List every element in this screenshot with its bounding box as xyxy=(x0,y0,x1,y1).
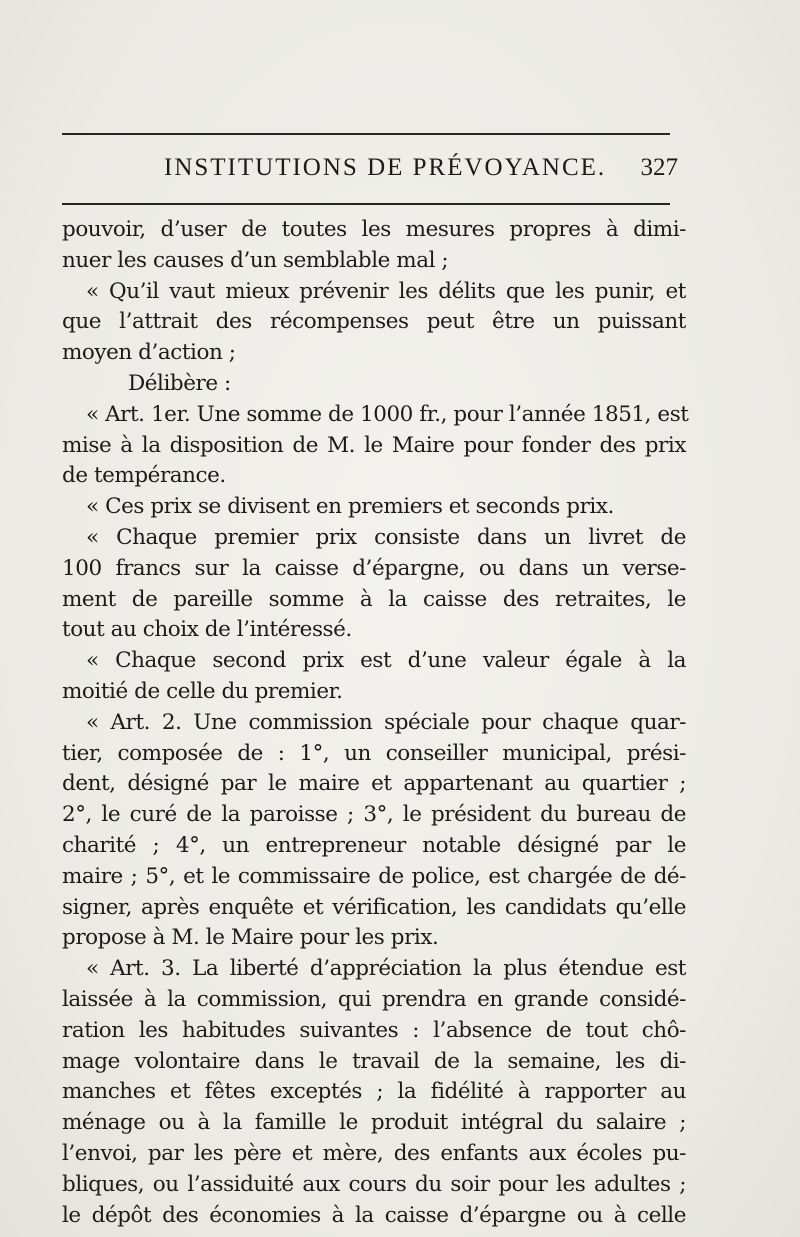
text-line: maire ; 5°, et le commissaire de police, est chargée de dé- xyxy=(62,863,686,889)
text-line: charité ; 4°, un entrepreneur notable désigné par le xyxy=(62,832,686,858)
text-line: « Art. 3. La liberté d’appréciation la plus étendue est xyxy=(86,956,686,982)
text-line: dent, désigné par le maire et appartenant au quartier ; xyxy=(62,771,686,797)
page-number: 327 xyxy=(640,154,678,181)
running-title: INSTITUTIONS DE PRÉVOYANCE. xyxy=(164,154,607,181)
text-line: moitié de celle du premier. xyxy=(62,678,343,704)
text-line: « Art. 2. Une commission spéciale pour chaque quar- xyxy=(86,709,686,735)
text-line: pouvoir, d’user de toutes les mesures propres à dimi- xyxy=(62,217,686,242)
text-line: tout au choix de l’intéressé. xyxy=(62,617,352,643)
text-line: laissée à la commission, qui prendra en grande considé- xyxy=(62,986,686,1012)
text-line: tier, composée de : 1°, un conseiller municipal, prési- xyxy=(62,740,686,766)
text-line: l’envoi, par les père et mère, des enfants aux écoles pu- xyxy=(62,1140,686,1166)
text-line: 100 francs sur la caisse d’épargne, ou dans un verse- xyxy=(62,555,686,581)
text-line: que l’attrait des récompenses peut être un puissant xyxy=(62,309,686,335)
text-line: mise à la disposition de M. le Maire pour fonder des prix xyxy=(62,432,686,458)
text-line: 2°, le curé de la paroisse ; 3°, le président du bureau de xyxy=(62,802,686,828)
text-line: signer, après enquête et vérification, les candidats qu’elle xyxy=(62,894,686,920)
text-line: « Art. 1er. Une somme de 1000 fr., pour l’année 1851, est xyxy=(86,401,689,427)
header-rule-top xyxy=(62,133,670,135)
text-line: Délibère : xyxy=(128,370,231,396)
body-text xyxy=(62,215,689,1231)
text-line: « Ces prix se divisent en premiers et seconds prix. xyxy=(86,494,614,520)
text-line: mage volontaire dans le travail de la semaine, les di- xyxy=(62,1048,686,1074)
text-line: ment de pareille somme à la caisse des retraites, le xyxy=(62,586,686,612)
text-line: propose à M. le Maire pour les prix. xyxy=(62,925,439,951)
text-line: « Chaque premier prix consiste dans un livret de xyxy=(86,524,686,550)
text-line: nuer les causes d’un semblable mal ; xyxy=(62,247,449,273)
text-line: bliques, ou l’assiduité aux cours du soir pour les adultes ; xyxy=(62,1171,686,1197)
header-rule-bottom xyxy=(62,203,670,205)
text-line: ration les habitudes suivantes : l’absence de tout chô- xyxy=(62,1017,686,1043)
text-line: manches et fêtes exceptés ; la fidélité à rapporter au xyxy=(62,1079,686,1105)
text-line: ménage ou à la famille le produit intégral du salaire ; xyxy=(62,1110,686,1136)
text-line: le dépôt des économies à la caisse d’épargne ou à celle xyxy=(62,1202,686,1228)
text-line: « Chaque second prix est d’une valeur égale à la xyxy=(86,648,686,674)
text-line: moyen d’action ; xyxy=(62,340,236,366)
text-line: de tempérance. xyxy=(62,463,226,489)
running-header xyxy=(62,150,678,186)
text-line: « Qu’il vaut mieux prévenir les délits que les punir, et xyxy=(86,278,686,304)
